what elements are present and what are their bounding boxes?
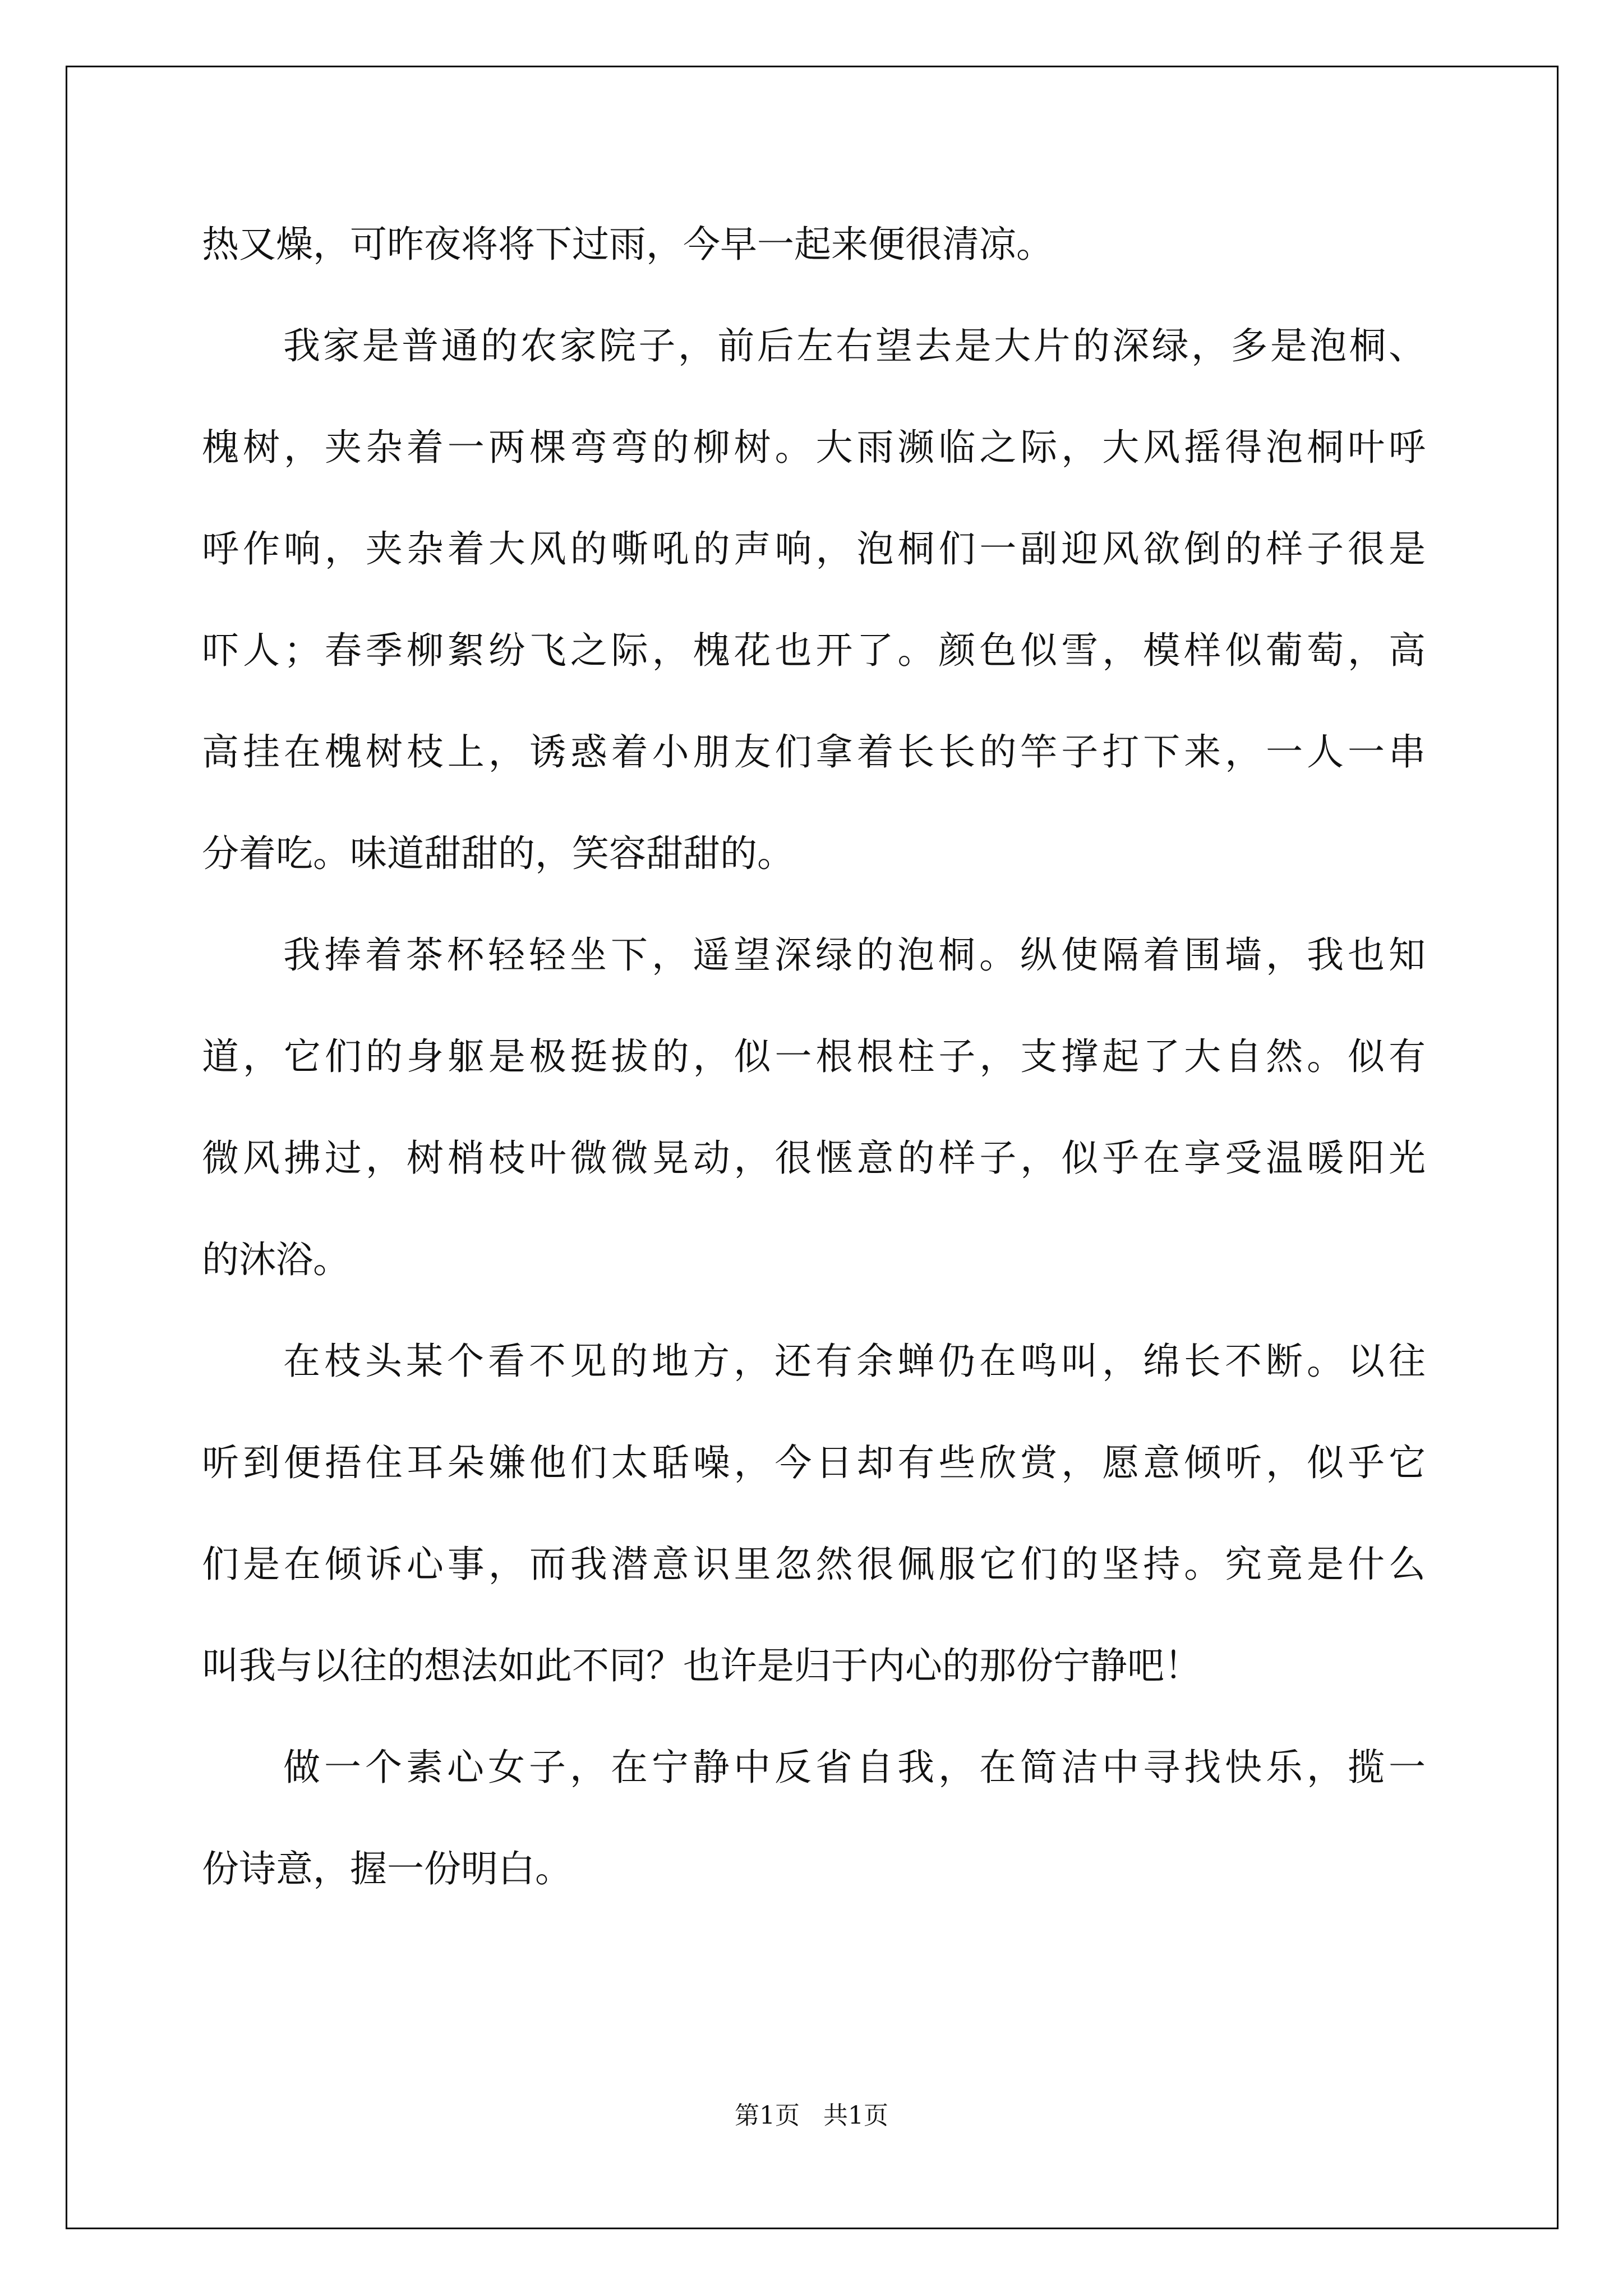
text-line: 在枝头某个看不见的地方，还有余蝉仍在鸣叫，绵长不断。以往 — [283, 1340, 1426, 1383]
text-line: 做一个素心女子，在宁静中反省自我，在简洁中寻找快乐，揽一 — [283, 1746, 1426, 1789]
text-line: 们是在倾诉心事，而我潜意识里忽然很佩服它们的坚持。究竟是什么 — [202, 1543, 1426, 1586]
text-line: 微风拂过，树梢枝叶微微晃动，很惬意的样子，似乎在享受温暖阳光 — [202, 1137, 1426, 1180]
document-body — [202, 194, 1426, 1920]
text-line: 听到便捂住耳朵嫌他们太聒噪，今日却有些欣赏，愿意倾听，似乎它 — [202, 1441, 1426, 1484]
text-line: 份诗意，握一份明白。 — [202, 1847, 572, 1890]
text-line: 我捧着茶杯轻轻坐下，遥望深绿的泡桐。纵使隔着围墙，我也知 — [283, 933, 1426, 977]
text-line: 呼作响，夹杂着大风的嘶吼的声响，泡桐们一副迎风欲倒的样子很是 — [202, 527, 1426, 570]
page-number-footer: 第1页 共1页 — [735, 2101, 888, 2130]
text-line: 分着吃。味道甜甜的，笑容甜甜的。 — [202, 832, 794, 875]
text-line: 热又燥，可昨夜将将下过雨，今早一起来便很清凉。 — [202, 223, 1053, 266]
text-line: 道，它们的身躯是极挺拔的，似一根根柱子，支撑起了大自然。似有 — [202, 1035, 1426, 1078]
text-line: 高挂在槐树枝上，诱惑着小朋友们拿着长长的竿子打下来，一人一串 — [202, 730, 1426, 774]
text-line: 槐树，夹杂着一两棵弯弯的柳树。大雨濒临之际，大风摇得泡桐叶呼 — [202, 426, 1426, 469]
text-line: 吓人；春季柳絮纷飞之际，槐花也开了。颜色似雪，模样似葡萄，高 — [202, 629, 1426, 672]
text-line: 我家是普通的农家院子，前后左右望去是大片的深绿，多是泡桐、 — [283, 324, 1426, 367]
text-line: 叫我与以往的想法如此不同？也许是归于内心的那份宁静吧！ — [202, 1644, 1201, 1687]
text-line: 的沐浴。 — [202, 1238, 350, 1281]
